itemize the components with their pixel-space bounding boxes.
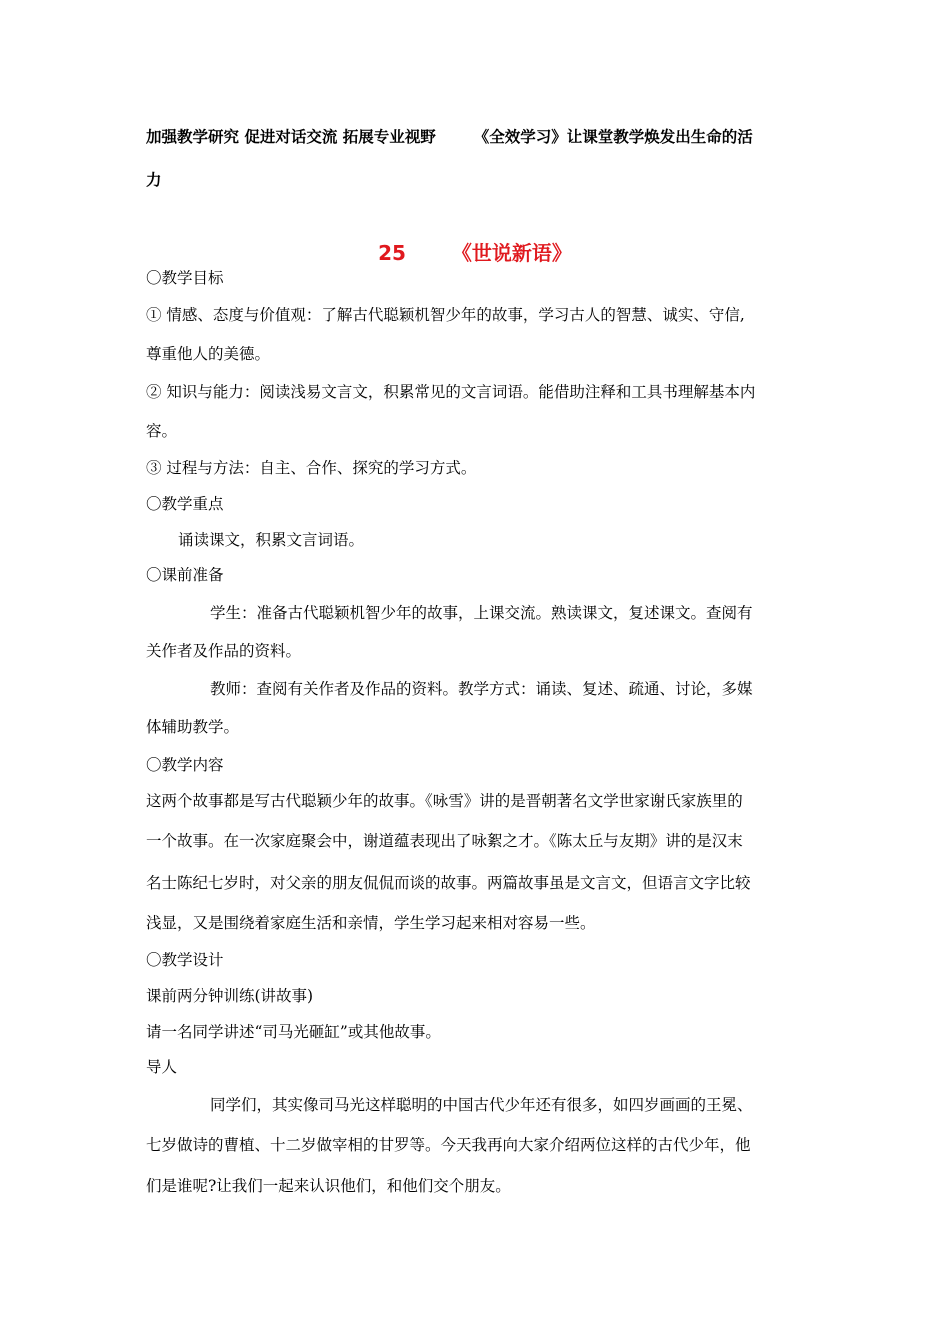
design-line-2: 请一名同学讲述“司马光砸缸”或其他故事。 — [146, 1023, 441, 1041]
intro-line-1: 同学们，其实像司马光这样聪明的中国古代少年还有很多，如四岁画画的王冕、 — [210, 1096, 753, 1114]
prep-teacher-line-1: 教师：查阅有关作者及作品的资料。教学方式：诵读、复述、疏通、讨论，多媒 — [210, 680, 753, 698]
prep-student-line-1: 学生：准备古代聪颖机智少年的故事，上课交流。熟读课文，复述课文。查阅有 — [210, 604, 753, 622]
header-right-text: 《全效学习》让课堂教学焕发出生命的活 — [473, 127, 753, 146]
title-number: 25 — [378, 241, 406, 265]
section-heading-prep: 〇课前准备 — [146, 566, 224, 584]
content-line-2: 一个故事。在一次家庭聚会中，谢道蕴表现出了咏絮之才。《陈太丘与友期》讲的是汉末 — [146, 832, 743, 850]
header-left-text: 加强教学研究 促进对话交流 拓展专业视野 — [146, 127, 436, 146]
content-line-1: 这两个故事都是写古代聪颖少年的故事。《咏雪》讲的是晋朝著名文学世家谢氏家族里的 — [146, 792, 743, 810]
intro-line-3: 们是谁呢?让我们一起来认识他们，和他们交个朋友。 — [146, 1177, 511, 1195]
page-header-wrap: 力 — [146, 170, 162, 189]
goal-2-line-1: ② 知识与能力：阅读浅易文言文，积累常见的文言词语。能借助注释和工具书理解基本内 — [146, 383, 756, 401]
focus-text: 诵读课文，积累文言词语。 — [178, 531, 365, 549]
section-heading-goals: 〇教学目标 — [146, 269, 224, 287]
design-line-1: 课前两分钟训练(讲故事) — [146, 987, 314, 1005]
goal-1-line-2: 尊重他人的美德。 — [146, 345, 271, 363]
prep-teacher-line-2: 体辅助教学。 — [146, 718, 240, 736]
title-text: 《世说新语》 — [451, 241, 572, 265]
goal-3: ③ 过程与方法：自主、合作、探究的学习方式。 — [146, 459, 477, 477]
goal-1-line-1: ① 情感、态度与价值观：了解古代聪颖机智少年的故事，学习古人的智慧、诚实、守信, — [146, 306, 745, 324]
intro-line-2: 七岁做诗的曹植、十二岁做宰相的甘罗等。今天我再向大家介绍两位这样的古代少年，他 — [146, 1136, 751, 1154]
prep-student-line-2: 关作者及作品的资料。 — [146, 642, 302, 660]
content-line-4: 浅显，又是围绕着家庭生活和亲情，学生学习起来相对容易一些。 — [146, 914, 596, 932]
page-header — [146, 127, 812, 147]
section-heading-content: 〇教学内容 — [146, 756, 224, 774]
section-heading-design: 〇教学设计 — [146, 951, 224, 969]
section-heading-focus: 〇教学重点 — [146, 495, 224, 513]
goal-2-line-2: 容。 — [146, 422, 178, 440]
content-line-3: 名士陈纪七岁时，对父亲的朋友侃侃而谈的故事。两篇故事虽是文言文，但语言文字比较 — [146, 874, 751, 892]
design-line-3: 导人 — [146, 1058, 178, 1076]
document-title — [0, 240, 950, 266]
